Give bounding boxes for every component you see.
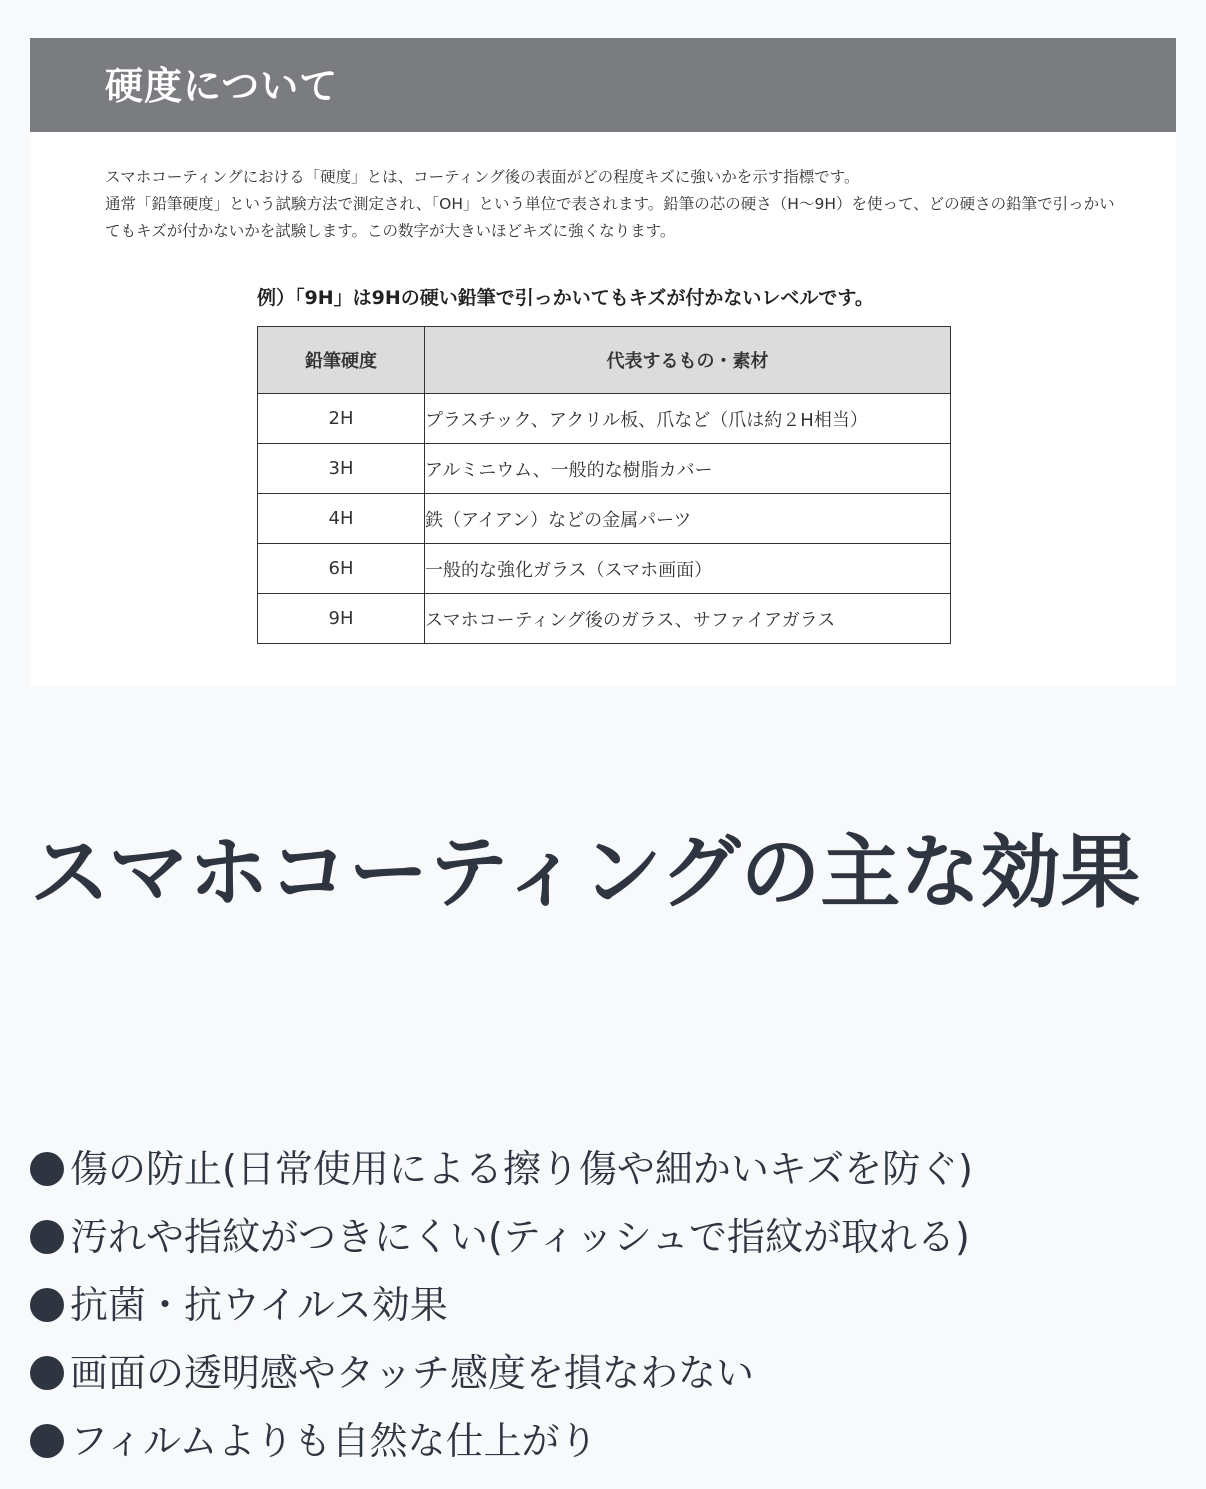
list-item	[30, 1271, 973, 1339]
grade-cell: 9H	[258, 594, 425, 644]
grade-cell: 6H	[258, 544, 425, 594]
table-row	[258, 544, 951, 594]
table-row	[258, 394, 951, 444]
material-cell: 鉄（アイアン）などの金属パーツ	[425, 494, 951, 544]
effects-list	[30, 1135, 973, 1475]
table-header-row	[258, 327, 951, 394]
section-heading: スマホコーティングの主な効果	[30, 826, 1141, 919]
effect-text: 抗菌・抗ウイルス効果	[70, 1283, 448, 1327]
table-row	[258, 444, 951, 494]
table-row	[258, 594, 951, 644]
intro-paragraph: スマホコーティングにおける「硬度」とは、コーティング後の表面がどの程度キズに強いかを示す指標です。	[105, 168, 860, 186]
effect-text: フィルムよりも自然な仕上がり	[70, 1419, 598, 1463]
intro-paragraph: 通常「鉛筆硬度」という試験方法で測定され、「OH」という単位で表されます。鉛筆の芯の硬さ（H〜9H）を使って、どの硬さの鉛筆で引っかいてもキズが付かないかを試験します。この数字が大きいほどキズに強くなります。	[105, 195, 1115, 240]
effect-text: 画面の透明感やタッチ感度を損なわない	[70, 1351, 755, 1395]
bullet-icon	[30, 1288, 64, 1322]
bullet-icon	[30, 1356, 64, 1390]
grade-cell: 3H	[258, 444, 425, 494]
hardness-table	[257, 326, 951, 644]
list-item	[30, 1407, 973, 1475]
list-item	[30, 1135, 973, 1203]
example-note: 例）「9H」は9Hの硬い鉛筆で引っかいてもキズが付かないレベルです。	[257, 287, 874, 309]
list-item	[30, 1203, 973, 1271]
card-header	[30, 38, 1176, 132]
header-material: 代表するもの・素材	[425, 327, 951, 394]
material-cell: 一般的な強化ガラス（スマホ画面）	[425, 544, 951, 594]
bullet-icon	[30, 1220, 64, 1254]
table-row	[258, 494, 951, 544]
list-item	[30, 1339, 973, 1407]
bullet-icon	[30, 1152, 64, 1186]
effect-text: 傷の防止(日常使用による擦り傷や細かいキズを防ぐ)	[70, 1147, 973, 1191]
grade-cell: 2H	[258, 394, 425, 444]
material-cell: アルミニウム、一般的な樹脂カバー	[425, 444, 951, 494]
material-cell: プラスチック、アクリル板、爪など（爪は約２H相当）	[425, 394, 951, 444]
grade-cell: 4H	[258, 494, 425, 544]
card-title: 硬度について	[105, 64, 339, 108]
hardness-card	[30, 38, 1176, 686]
material-cell: スマホコーティング後のガラス、サファイアガラス	[425, 594, 951, 644]
intro-text	[105, 164, 1115, 245]
header-grade: 鉛筆硬度	[258, 327, 425, 394]
effect-text: 汚れや指紋がつきにくい(ティッシュで指紋が取れる)	[70, 1215, 970, 1259]
bullet-icon	[30, 1424, 64, 1458]
